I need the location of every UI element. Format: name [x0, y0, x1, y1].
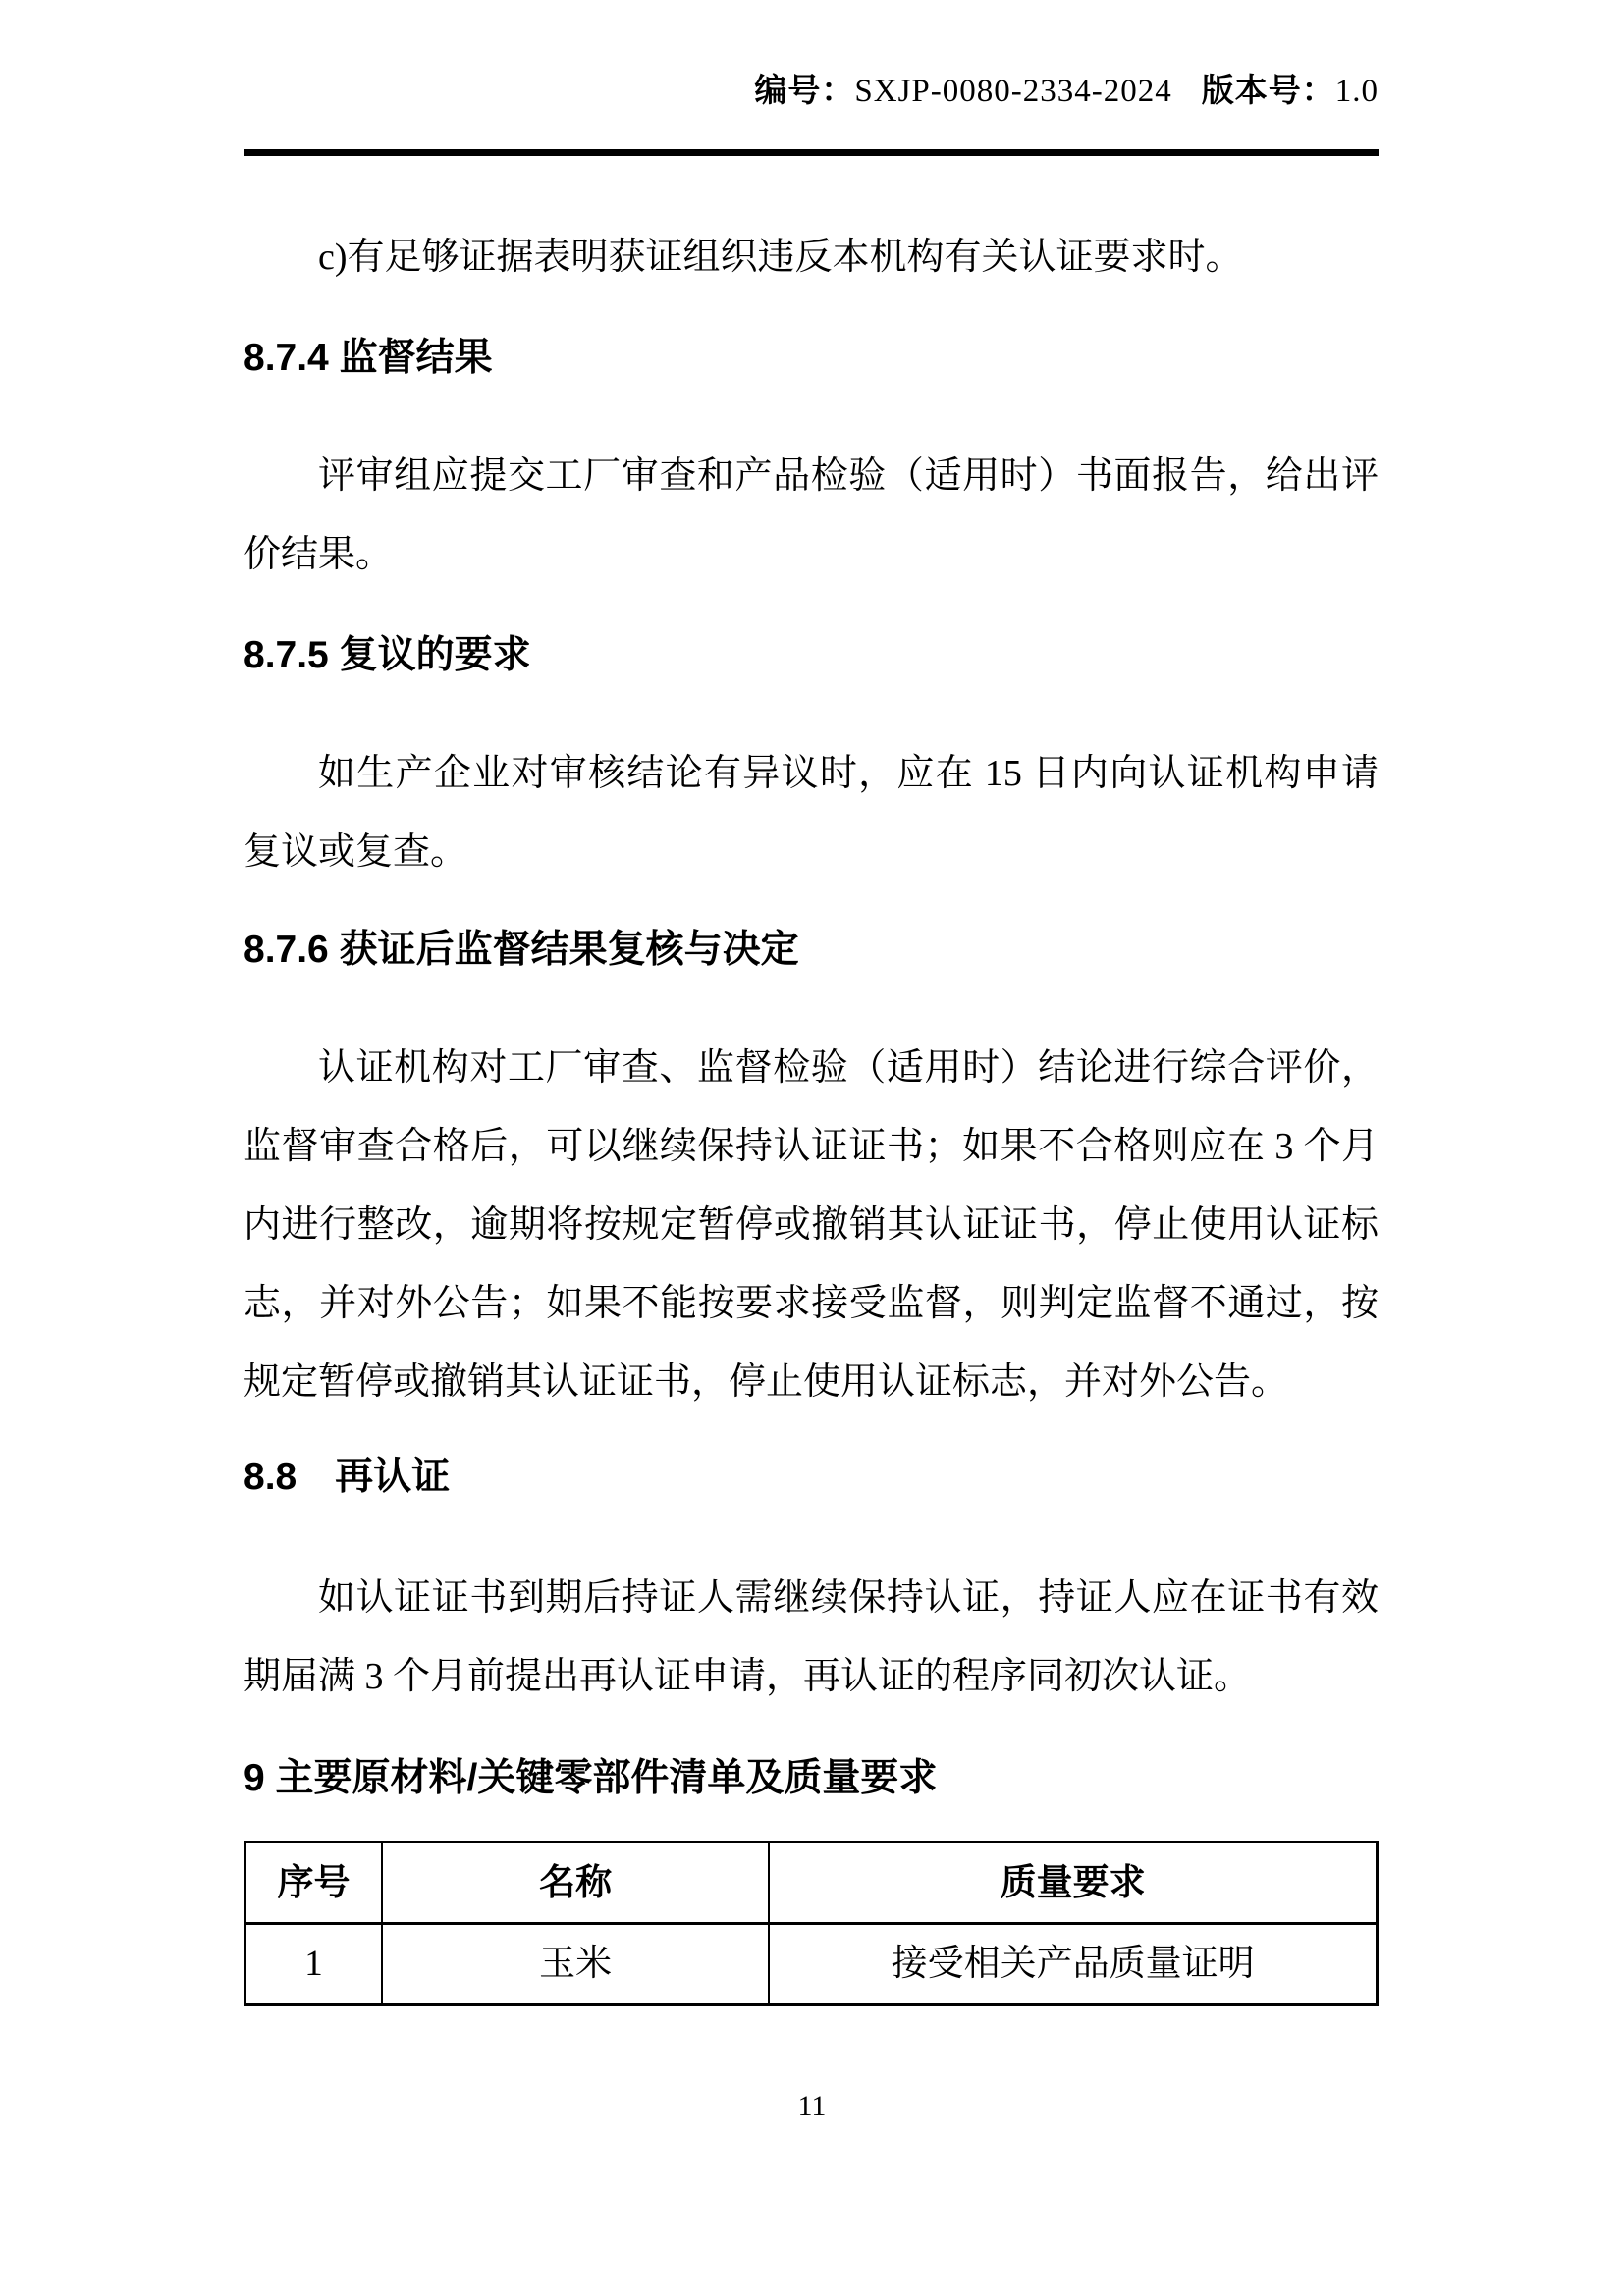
heading-8-7-5: 8.7.5 复议的要求 [244, 634, 531, 676]
header-rule [244, 149, 1379, 156]
document-body [244, 218, 1379, 2006]
paragraph-8-8: 如认证证书到期后持证人需继续保持认证，持证人应在证书有效期届满 3 个月前提出再认证申请，再认证的程序同初次认证。 [244, 1577, 1379, 1697]
heading-8-7-4: 8.7.4 监督结果 [244, 337, 493, 379]
paragraph-8-7-6: 认证机构对工厂审查、监督检验（适用时）结论进行综合评价，监督审查合格后，可以继续保持认证证书；如果不合格则应在 3 个月内进行整改，逾期将按规定暂停或撤销其认证证书，停止使用认证标志，并对外公告；如果不能按要求接受监督，则判定监督不通过，按规定暂停或撤销其认证证书，停止使用认证标志，并对外公告。 [244, 1047, 1379, 1403]
column-header-serial: 序号 [245, 1842, 383, 1924]
version-label: 版本号： [1201, 72, 1335, 108]
doc-number-label: 编号： [754, 72, 855, 108]
paragraph-8-7-5: 如生产企业对审核结论有异议时，应在 15 日内向认证机构申请复议或复查。 [244, 753, 1379, 873]
doc-number-value: SXJP-0080-2334-2024 [854, 74, 1172, 109]
heading-8-8: 8.8 再认证 [244, 1456, 451, 1498]
heading-8-7-6: 8.7.6 获证后监督结果复核与决定 [244, 929, 799, 971]
paragraph-8-7-4: 评审组应提交工厂审查和产品检验（适用时）书面报告，给出评价结果。 [244, 455, 1379, 575]
clause-c-line: c)有足够证据表明获证组织违反本机构有关认证要求时。 [318, 237, 1243, 278]
column-header-quality: 质量要求 [769, 1842, 1377, 1924]
table-row [245, 1924, 1378, 2005]
column-header-name: 名称 [382, 1842, 769, 1924]
document-header [754, 71, 1379, 111]
cell-serial: 1 [245, 1924, 383, 2005]
cell-name: 玉米 [382, 1924, 769, 2005]
cell-quality: 接受相关产品质量证明 [769, 1924, 1377, 2005]
materials-table [244, 1841, 1379, 2006]
heading-9: 9 主要原材料/关键零部件清单及质量要求 [244, 1757, 938, 1799]
table-header-row [245, 1842, 1378, 1924]
page-number: 11 [797, 2090, 827, 2122]
version-value: 1.0 [1334, 74, 1379, 109]
